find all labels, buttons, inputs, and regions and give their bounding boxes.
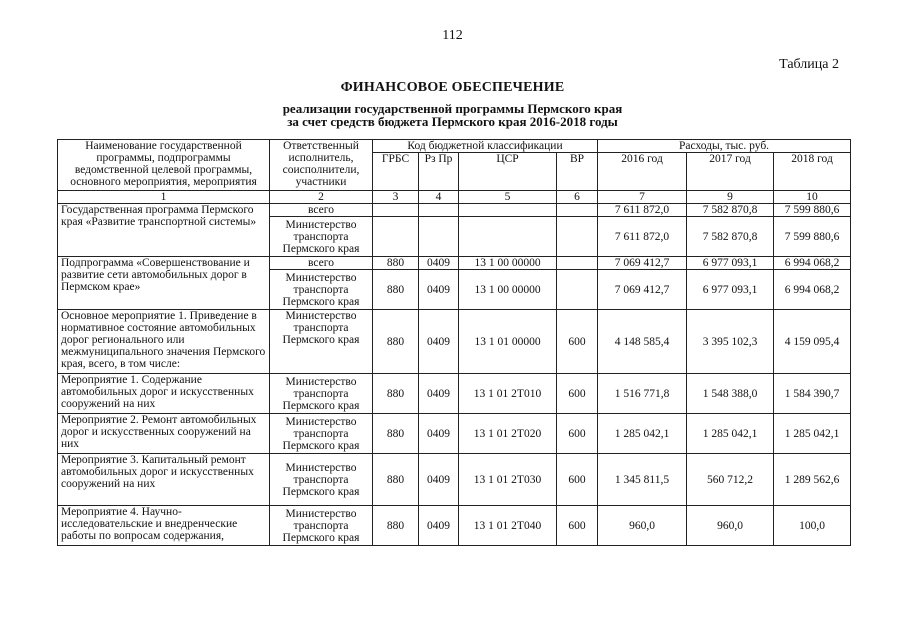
row-executor: Министерство транспорта Пермского края [270, 310, 373, 374]
row-2018: 6 994 068,2 [774, 270, 851, 310]
row-csr: 13 1 01 2Т010 [459, 374, 557, 414]
column-number: 4 [419, 191, 459, 204]
table-row [58, 310, 851, 374]
row-2018: 1 285 042,1 [774, 414, 851, 454]
row-2017: 1 548 388,0 [687, 374, 774, 414]
financing-table [57, 139, 851, 546]
table-row [58, 374, 851, 414]
header-executor: Ответственный исполнитель, соисполнители, участники [270, 140, 373, 191]
row-vr: 600 [557, 414, 598, 454]
row-rzpr [419, 204, 459, 217]
row-2016: 1 285 042,1 [598, 414, 687, 454]
row-executor: Министерство транспорта Пермского края [270, 506, 373, 546]
row-csr [459, 204, 557, 217]
row-vr: 600 [557, 310, 598, 374]
row-2018: 7 599 880,6 [774, 217, 851, 257]
column-number: 3 [373, 191, 419, 204]
row-2016: 7 069 412,7 [598, 257, 687, 270]
row-vr [557, 204, 598, 217]
row-executor: Министерство транспорта Пермского края [270, 454, 373, 506]
row-grbs: 880 [373, 257, 419, 270]
subtitle-line-1: реализации государственной программы Пермского края [282, 101, 623, 116]
row-2018: 4 159 095,4 [774, 310, 851, 374]
table-row [58, 414, 851, 454]
column-number: 7 [598, 191, 687, 204]
row-executor: Министерство транспорта Пермского края [270, 270, 373, 310]
header-name: Наименование государственной программы, подпрограммы ведомственной целевой программы, основного мероприятия, мероприятия [58, 140, 270, 191]
table-row [58, 257, 851, 270]
header-csr: ЦСР [459, 153, 557, 191]
row-2017: 960,0 [687, 506, 774, 546]
row-2016: 7 611 872,0 [598, 204, 687, 217]
row-vr [557, 257, 598, 270]
row-2017: 1 285 042,1 [687, 414, 774, 454]
row-2018: 1 289 562,6 [774, 454, 851, 506]
row-executor: Министерство транспорта Пермского края [270, 414, 373, 454]
row-executor: всего [270, 204, 373, 217]
row-name: Мероприятие 1. Содержание автомобильных дорог и искусственных сооружений на них [58, 374, 270, 414]
row-vr [557, 217, 598, 257]
header-2016: 2016 год [598, 153, 687, 191]
row-grbs: 880 [373, 310, 419, 374]
row-2016: 1 345 811,5 [598, 454, 687, 506]
row-name: Подпрограмма «Совершенствование и развитие сети автомобильных дорог в Пермском крае» [58, 257, 270, 310]
table-row [58, 454, 851, 506]
row-2016: 1 516 771,8 [598, 374, 687, 414]
header-2018: 2018 год [774, 153, 851, 191]
row-2016: 960,0 [598, 506, 687, 546]
column-number: 6 [557, 191, 598, 204]
column-number-row [58, 191, 851, 204]
row-2017: 6 977 093,1 [687, 257, 774, 270]
column-number: 5 [459, 191, 557, 204]
row-name: Основное мероприятие 1. Приведение в нормативное состояние автомобильных дорог регионального или межмуниципального значения Пермского края, всего, в том числе: [58, 310, 270, 374]
row-grbs: 880 [373, 506, 419, 546]
row-vr: 600 [557, 506, 598, 546]
row-grbs: 880 [373, 414, 419, 454]
header-grbs: ГРБС [373, 153, 419, 191]
row-rzpr: 0409 [419, 270, 459, 310]
row-vr: 600 [557, 374, 598, 414]
row-2017: 7 582 870,8 [687, 217, 774, 257]
row-rzpr: 0409 [419, 454, 459, 506]
row-grbs: 880 [373, 270, 419, 310]
row-rzpr: 0409 [419, 506, 459, 546]
row-rzpr: 0409 [419, 257, 459, 270]
row-name: Государственная программа Пермского края «Развитие транспортной системы» [58, 204, 270, 257]
row-2016: 7 069 412,7 [598, 270, 687, 310]
header-budget-code: Код бюджетной классификации [373, 140, 598, 153]
row-grbs: 880 [373, 454, 419, 506]
header-rz-pr: Рз Пр [419, 153, 459, 191]
document-title: ФИНАНСОВОЕ ОБЕСПЕЧЕНИЕ [340, 80, 565, 95]
row-csr: 13 1 01 2Т030 [459, 454, 557, 506]
row-csr: 13 1 01 2Т020 [459, 414, 557, 454]
row-executor: Министерство транспорта Пермского края [270, 217, 373, 257]
row-2017: 6 977 093,1 [687, 270, 774, 310]
row-grbs [373, 204, 419, 217]
header-expenses: Расходы, тыс. руб. [598, 140, 851, 153]
row-2016: 7 611 872,0 [598, 217, 687, 257]
row-2017: 7 582 870,8 [687, 204, 774, 217]
row-vr: 600 [557, 454, 598, 506]
row-executor: Министерство транспорта Пермского края [270, 374, 373, 414]
header-vr: ВР [557, 153, 598, 191]
header-2017: 2017 год [687, 153, 774, 191]
document-subtitle [0, 102, 905, 128]
row-executor: всего [270, 257, 373, 270]
subtitle-line-2: за счет средств бюджета Пермского края 2016-2018 годы [287, 114, 618, 129]
row-grbs [373, 217, 419, 257]
row-csr: 13 1 01 2Т040 [459, 506, 557, 546]
table-row [58, 506, 851, 546]
row-name: Мероприятие 4. Научно-исследовательские и внедренческие работы по вопросам содержания, [58, 506, 270, 546]
row-2017: 560 712,2 [687, 454, 774, 506]
row-rzpr: 0409 [419, 374, 459, 414]
row-2016: 4 148 585,4 [598, 310, 687, 374]
table-row [58, 204, 851, 217]
table-label: Таблица 2 [779, 57, 839, 72]
row-vr [557, 270, 598, 310]
column-number: 10 [774, 191, 851, 204]
row-csr: 13 1 01 00000 [459, 310, 557, 374]
row-2018: 7 599 880,6 [774, 204, 851, 217]
row-grbs: 880 [373, 374, 419, 414]
row-csr: 13 1 00 00000 [459, 270, 557, 310]
row-rzpr [419, 217, 459, 257]
row-rzpr: 0409 [419, 414, 459, 454]
row-2018: 1 584 390,7 [774, 374, 851, 414]
row-rzpr: 0409 [419, 310, 459, 374]
column-number: 9 [687, 191, 774, 204]
page-number: 112 [442, 28, 463, 43]
row-name: Мероприятие 3. Капитальный ремонт автомобильных дорог и искусственных сооружений на них [58, 454, 270, 506]
row-name: Мероприятие 2. Ремонт автомобильных дорог и искусственных сооружений на них [58, 414, 270, 454]
row-2018: 6 994 068,2 [774, 257, 851, 270]
row-csr [459, 217, 557, 257]
column-number: 2 [270, 191, 373, 204]
row-2018: 100,0 [774, 506, 851, 546]
column-number: 1 [58, 191, 270, 204]
row-csr: 13 1 00 00000 [459, 257, 557, 270]
row-2017: 3 395 102,3 [687, 310, 774, 374]
